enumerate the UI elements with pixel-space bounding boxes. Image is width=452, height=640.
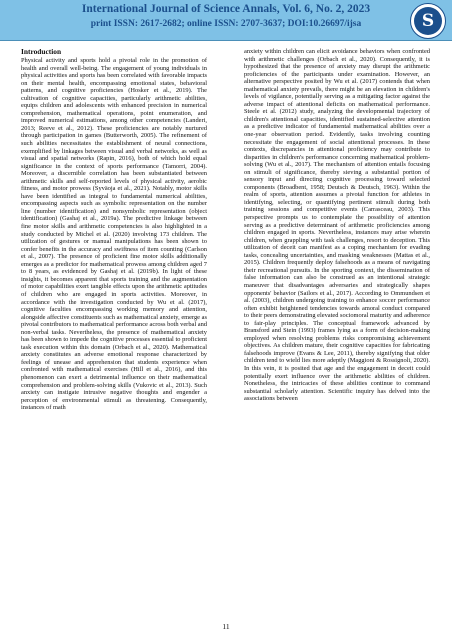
journal-logo-icon xyxy=(410,3,446,39)
journal-title-line: International Journal of Science Annals, Vol. 6, No. 2, 2023 xyxy=(81,3,371,15)
page-number: 11 xyxy=(222,622,230,631)
section-heading-introduction: Introduction xyxy=(21,47,62,56)
journal-issn-doi-line: print ISSN: 2617-2682; online ISSN: 2707-3637; DOI:10.26697/ijsa xyxy=(90,19,362,29)
right-text-column xyxy=(244,48,430,403)
journal-logo-letter: S xyxy=(414,7,442,35)
left-text-column xyxy=(21,48,207,412)
left-column-paragraph: Physical activity and sports hold a pivotal role in the promotion of health and overall well-being. The engagement of young individuals in physical activities and sports has been correlated with favorable impacts on their mental health, encompassing emotional states, behavioral patterns, and cognitive proficiencies (Hosker et al., 2019). The cultivation of cognitive capacities, particularly arithmetic abilities, equips children and adolescents with enhanced precision in numerical comprehension, mathematical operations, point enumeration, and improved numerical estimations, among other competencies (Landeri, 2013; Reeve et al., 2012). These proficiencies are notably nurtured through participation in games (Butterworth, 2005). The refinement of such abilities necessitates the establishment of neural connections, exemplified by linkages between visual and verbal networks, as well as visual and spatial networks (Rapin, 2016), both of which hold equal significance in the context of sports performance (Tamorri, 2004). Moreover, a discernible correlation has been substantiated between arithmetic skills and self-reported levels of physical activity, aerobic fitness, and motor prowess (Syväoja et al., 2021). Notably, motor skills have been identified as integral to fundamental numerical abilities, encompassing aspects such as symbolic representation on the number line (number identification) and nonsymbolic representation (object identification) (Gashaj et al., 2019a). The predictive linkage between fine motor skills and arithmetic competencies is also highlighted in a study conducted by Michel et al. (2020) involving 173 children. The utilization of gestures or manual manipulations has been shown to confer benefits in the accuracy and swiftness of item counting (Carlson et al., 2007). The presence of proficient fine motor skills additionally emerges as a predictor for mathematical prowess among children aged 7 to 8 years, as evidenced by Gashaj et al. (2019b). In light of these insights, it becomes apparent that sports training and the augmentation of motor capabilities exert tangible effects upon the arithmetic aptitudes of children who are engaged in sports activities. Moreover, in accordance with the investigation conducted by Wu et al. (2017), cognitive faculties encompassing working memory and attention, alongside affective constituents such as mathematical anxiety, emerge as pivotal contributors to mathematical performance across both verbal and non-verbal tasks. Nevertheless, the presence of mathematical anxiety has been shown to impede the cognitive processes essential to proficient task execution within this domain (Orbach et al., 2020). Mathematical anxiety constitutes an adverse emotional response characterized by feelings of unease and apprehension that students experience when confronted with mathematical exercises (Hill et al., 2016), and this phenomenon can exert a detrimental influence on their mathematical comprehension and problem-solving skills (Vukovic et al., 2013). Such anxiety can instigate intrusive negative thoughts and engender a perception of environmental stimuli as threatening. Consequently, instances of math xyxy=(21,57,207,412)
right-column-paragraph: anxiety within children can elicit avoidance behaviors when confronted with arithmetic challenges (Orbach et al., 2020). Consequently, it is hypothesized that the presence of anxiety may disrupt the arithmetic proficiencies of the participants under examination. However, an alternative perspective posited by Wu et al. (2017) contends that when mathematical anxiety prevails, there might be an elevation in children's levels of vigilance, potentially serving as a mitigating factor against the adverse impact of attentional deficits on mathematical performance. Steele et al. (2012) study, analyzing the developmental trajectory of children's attentional capacities, identified sustained-selective attention as a predictive indicator of fundamental mathematical abilities over a one-year observation period. Evidently, tasks involving counting necessitate the engagement of social attentional processes. In these contexts, discrepancies in attentional proficiency may contribute to disparities in children's performance concerning mathematical problem-solving (Wu et al., 2017). The mechanism of attention entails focusing on stimuli of significance, thereby sieving a substantial portion of sensory input and directing cognitive processing toward selected components (Broadbent, 1958; Deutsch & Deutsch, 1963). Within the realm of sports, attention assumes a pivotal function for athletes in identifying, selecting, or quantifying pertinent stimuli during both training sessions and competitive events (Carrasceau, 2003). This perspective prompts us to contemplate the possibility of attention serving as a predictive determinant of arithmetic proficiencies among children engaged in sports. Nevertheless, instances may arise wherein children, when grappling with task challenges, resort to deception. This utilization of deceit can manifest as a coping mechanism for evading tasks, concealing uncertainties, and masking weaknesses (Mattas et al., 2015). Children frequently deploy falsehoods as a means of navigating their recreational pursuits. In the sporting context, the dissemination of false information can also be construed as an intentional strategic maneuver that disadvantages adversaries and strategically shapes opponents' behavior (Sailors et al., 2017). According to Ommundsen et al. (2003), children undergoing training to enhance soccer performance often exhibit heightened tendencies towards amoral conduct compared to their peers demonstrating elevated sociomoral maturity and adherence to fair-play principles. The conceptual framework advanced by Bransford and Stein (1993) frames lying as a form of decision-making employed when resolving problems risks compromising achievement objectives. As children mature, their cognitive capacities for fabricating falsehoods improve (Evans & Lee, 2011), thereby signifying that older children tend to wield lies more adeptly (Maggioni & Rossignoli, 2020). In this vein, it is posited that age and the engagement in deceit could potentially exert influence over the arithmetic abilities of children. Nonetheless, the intricacies of these abilities continue to command substantial scholarly attention. Scientific inquiry has delved into the associations between xyxy=(244,48,430,403)
journal-header-banner xyxy=(0,0,452,41)
